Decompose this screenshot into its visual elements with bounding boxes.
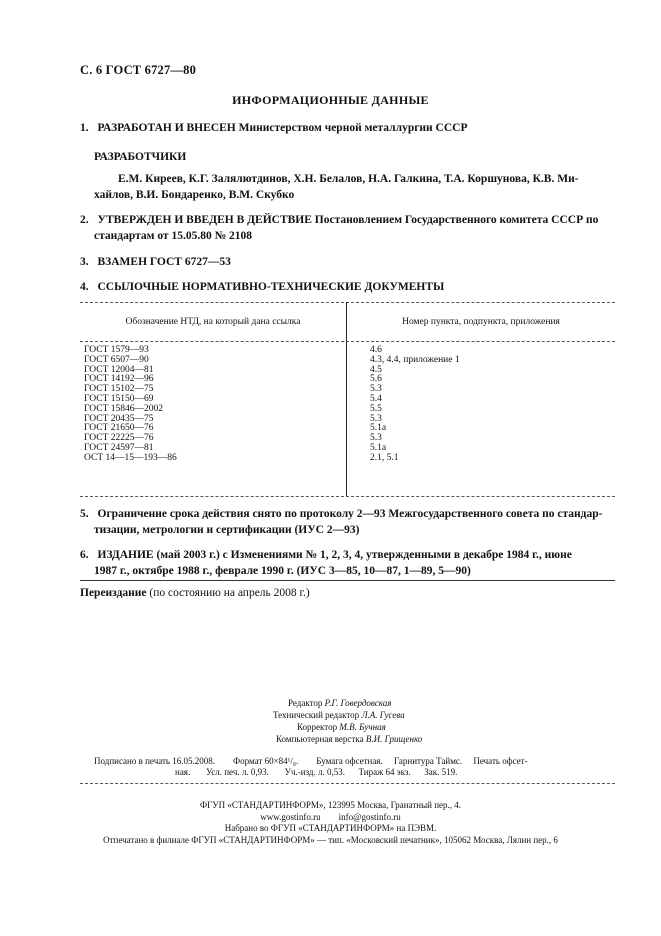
credit-tech-name: Л.А. Гусева	[361, 710, 405, 720]
table-cell-designation: ГОСТ 15102—75	[84, 384, 154, 395]
publisher-line-1: ФГУП «СТАНДАРТИНФОРМ», 123995 Москва, Гранатный пер., 4.	[199, 800, 462, 810]
print-info-line-2: ная. Усл. печ. л. 0,93. Уч.-изд. л. 0,53. Тираж 64 экз. Зак. 519.	[175, 767, 458, 777]
table-cell-designation: ГОСТ 21650—76	[84, 423, 154, 434]
credit-editor	[288, 698, 391, 708]
item-1-head: РАЗРАБОТАН И ВНЕСЕН	[97, 122, 236, 134]
credit-layout-name: В.И. Грищенко	[365, 734, 423, 744]
table-header-designation: Обозначение НТД, на который дана ссылка	[80, 302, 347, 342]
table-cell-designation: ОСТ 14—15—193—86	[84, 452, 177, 463]
table-bottom-rule	[80, 496, 615, 497]
publisher-line-4: Отпечатано в филиале ФГУП «СТАНДАРТИНФОРМ» — тип. «Московский печатник», 105062 Москва, Лялин пер., 6	[103, 835, 558, 845]
item-4-number: 4.	[80, 281, 89, 293]
section-title: ИНФОРМАЦИОННЫЕ ДАННЫЕ	[232, 93, 429, 107]
table-cell-designation: ГОСТ 1579—93	[84, 345, 149, 355]
table-cell-designation: ГОСТ 6507—90	[84, 354, 149, 365]
item-2-text-1: Постановлением Государственного комитета СССР по	[314, 214, 599, 226]
credit-layout	[276, 734, 422, 744]
developers-line-1: Е.М. Киреев, К.Г. Залялютдинов, Х.Н. Белалов, Н.А. Галкина, Т.А. Коршунова, К.В. Ми-	[118, 173, 579, 185]
item-2	[80, 212, 598, 228]
item-1-number: 1.	[80, 122, 89, 134]
item-6-number: 6.	[80, 549, 89, 561]
reissue-head: Переиздание	[80, 587, 147, 599]
table-cell-clause: 5.3	[370, 413, 382, 424]
table-cell-clause: 5.3	[370, 433, 382, 444]
developers-line-2: хайлов, В.И. Бондаренко, В.М. Скубко	[94, 189, 295, 201]
item-6-line-2: 1987 г., октябре 1988 г., феврале 1990 г. (ИУС 3—85, 10—87, 1—89, 5—90)	[94, 565, 471, 577]
item-6-rule	[80, 580, 615, 581]
table-cell-designation: ГОСТ 24597—81	[84, 442, 154, 453]
table-cell-designation: ГОСТ 12004—81	[84, 364, 154, 375]
item-2-head: УТВЕРЖДЕН И ВВЕДЕН В ДЕЙСТВИЕ	[97, 214, 312, 226]
credit-corr-name: М.В. Бучная	[339, 722, 386, 732]
credit-editor-label: Редактор	[288, 698, 323, 708]
table-cell-clause: 4.3, 4.4, приложение 1	[370, 354, 460, 365]
item-6	[80, 547, 572, 563]
table-cell-clause: 5.5	[370, 403, 382, 414]
item-1	[80, 120, 468, 136]
table-cell-designation: ГОСТ 14192—96	[84, 374, 154, 385]
credit-tech-editor	[273, 710, 405, 720]
item-3	[80, 254, 231, 270]
item-2-text-2: стандартам от 15.05.80 № 2108	[94, 230, 253, 242]
page-header: С. 6 ГОСТ 6727—80	[80, 63, 197, 77]
item-6-line-1: ИЗДАНИЕ (май 2003 г.) с Изменениями № 1, 2, 3, 4, утвержденными в декабре 1984 г., июне	[97, 549, 572, 561]
publisher-line-3: Набрано во ФГУП «СТАНДАРТИНФОРМ» на ПЭВМ.	[224, 823, 437, 833]
item-4-head: ССЫЛОЧНЫЕ НОРМАТИВНО-ТЕХНИЧЕСКИЕ ДОКУМЕНТЫ	[97, 281, 445, 293]
credit-corr-label: Корректор	[297, 722, 338, 732]
item-5-line-2: тизации, метрологии и сертификации (ИУС 2—93)	[94, 524, 360, 536]
developers-label: РАЗРАБОТЧИКИ	[94, 151, 187, 163]
table-cell-clause: 2.1, 5.1	[370, 452, 399, 463]
credit-editor-name: Р.Г. Говердовская	[324, 698, 392, 708]
credit-tech-label: Технический редактор	[273, 710, 360, 720]
table-cell-designation: ГОСТ 20435—75	[84, 413, 154, 424]
table-cell-clause: 5.1а	[370, 423, 387, 434]
table-header-rule	[80, 341, 615, 342]
item-2-number: 2.	[80, 214, 89, 226]
item-5-number: 5.	[80, 508, 89, 520]
table-cell-clause: 5.3	[370, 384, 382, 395]
table-column-clause	[347, 342, 616, 496]
item-5	[80, 506, 602, 522]
item-3-head: ВЗАМЕН ГОСТ 6727—53	[97, 256, 231, 268]
item-5-line-1: Ограничение срока действия снято по протоколу 2—93 Межгосударственного совета по стандар-	[97, 508, 603, 520]
table-column-designation	[80, 342, 347, 496]
table-cell-clause: 5.1а	[370, 442, 387, 453]
table-header-clause: Номер пункта, подпункта, приложения	[402, 317, 560, 327]
item-3-number: 3.	[80, 256, 89, 268]
table-cell-clause: 4.5	[370, 364, 382, 375]
print-info-rule	[80, 783, 615, 784]
table-cell-clause: 4.6	[370, 345, 382, 355]
item-1-text: Министерством черной металлургии СССР	[238, 122, 468, 134]
table-cell-designation: ГОСТ 22225—76	[84, 433, 154, 444]
credit-layout-label: Компьютерная верстка	[276, 734, 364, 744]
table-cell-clause: 5.4	[370, 393, 382, 404]
references-table	[80, 302, 615, 496]
publisher-line-2: www.gostinfo.ru info@gostinfo.ru	[260, 812, 401, 822]
credit-corrector	[297, 722, 386, 732]
table-cell-clause: 5.6	[370, 374, 382, 385]
item-4	[80, 279, 444, 295]
table-cell-designation: ГОСТ 15150—69	[84, 393, 154, 404]
print-info-line-1: Подписано в печать 16.05.2008. Формат 60×84¹/₈. Бумага офсетная. Гарнитура Таймс. Печать офсет-	[94, 756, 528, 766]
table-cell-designation: ГОСТ 15846—2002	[84, 403, 163, 414]
reissue-text: (по состоянию на апрель 2008 г.)	[149, 587, 310, 599]
reissue-note	[80, 585, 310, 601]
